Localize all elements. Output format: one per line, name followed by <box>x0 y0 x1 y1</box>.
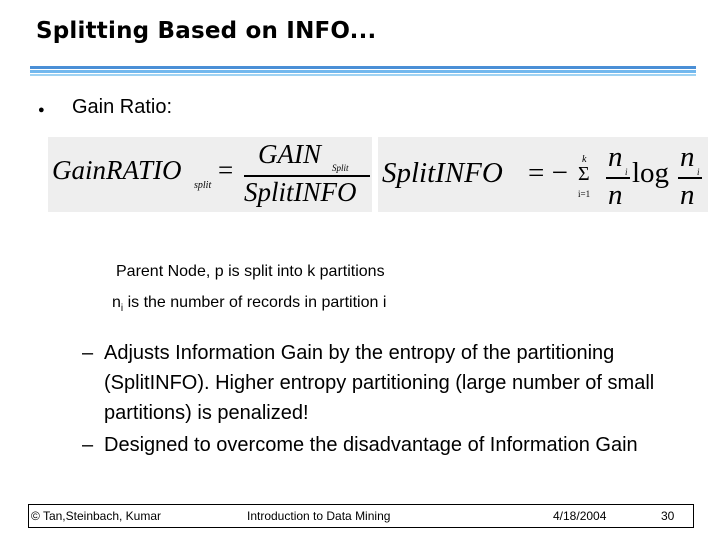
formula1-lhs: GainRATIO <box>52 155 182 185</box>
formula2-frac-num: n <box>608 141 623 173</box>
title-underline-dark <box>30 66 696 69</box>
sub-bullet-text: Adjusts Information Gain by the entropy of the partitioning (SplitINFO). Higher entropy partitioning (large number of small partitions) is penalized! <box>104 342 655 424</box>
formula2-sigma-top: k <box>582 154 587 165</box>
parent-node-note: Parent Node, p is split into k partitions <box>116 263 385 280</box>
formula2-lhs: SplitINFO <box>382 157 503 189</box>
sub-bullet-text: Designed to overcome the disadvantage of Information Gain <box>104 434 638 456</box>
title-underline-mid <box>30 70 696 73</box>
formula2-log-num-sub: i <box>697 167 700 177</box>
formula1-denominator: SplitINFO <box>244 177 357 207</box>
footer-date: 4/18/2004 <box>553 509 607 523</box>
formula2-frac-num-sub: i <box>625 167 628 177</box>
split-info-formula <box>378 137 708 212</box>
formula1-lhs-sub: split <box>194 180 212 191</box>
slide-title: Splitting Based on INFO... <box>36 18 377 44</box>
sub-bullet-adjusts <box>82 338 704 428</box>
formula2-sigma: Σ <box>578 163 590 185</box>
formula1-numerator-sub: Split <box>332 163 349 173</box>
formula1-equals: = <box>218 155 234 185</box>
gain-ratio-label: Gain Ratio: <box>72 96 173 118</box>
formula2-log-den: n <box>680 179 695 211</box>
records-note-n: n <box>112 294 121 311</box>
formula2-equals-minus: = − <box>528 157 568 189</box>
footer-course: Introduction to Data Mining <box>247 509 391 523</box>
footer-authors: © Tan,Steinbach, Kumar <box>31 509 162 523</box>
formula2-log: log <box>632 157 670 189</box>
records-note-rest: is the number of records in partition i <box>123 294 387 311</box>
formula2-sigma-bottom: i=1 <box>578 189 591 199</box>
records-note <box>112 294 386 314</box>
dash-marker: – <box>82 434 94 456</box>
footer <box>28 504 694 528</box>
sub-bullet-designed <box>82 430 704 460</box>
footer-page-number: 30 <box>661 509 675 523</box>
dash-marker: – <box>82 342 94 364</box>
records-note-sub: i <box>120 303 124 315</box>
bullet-icon: ● <box>38 104 45 116</box>
formula2-frac-den: n <box>608 179 623 211</box>
formula2-log-num: n <box>680 141 695 173</box>
formula1-numerator: GAIN <box>258 139 321 169</box>
title-underline-light <box>30 74 696 76</box>
gain-ratio-formula <box>48 137 372 212</box>
